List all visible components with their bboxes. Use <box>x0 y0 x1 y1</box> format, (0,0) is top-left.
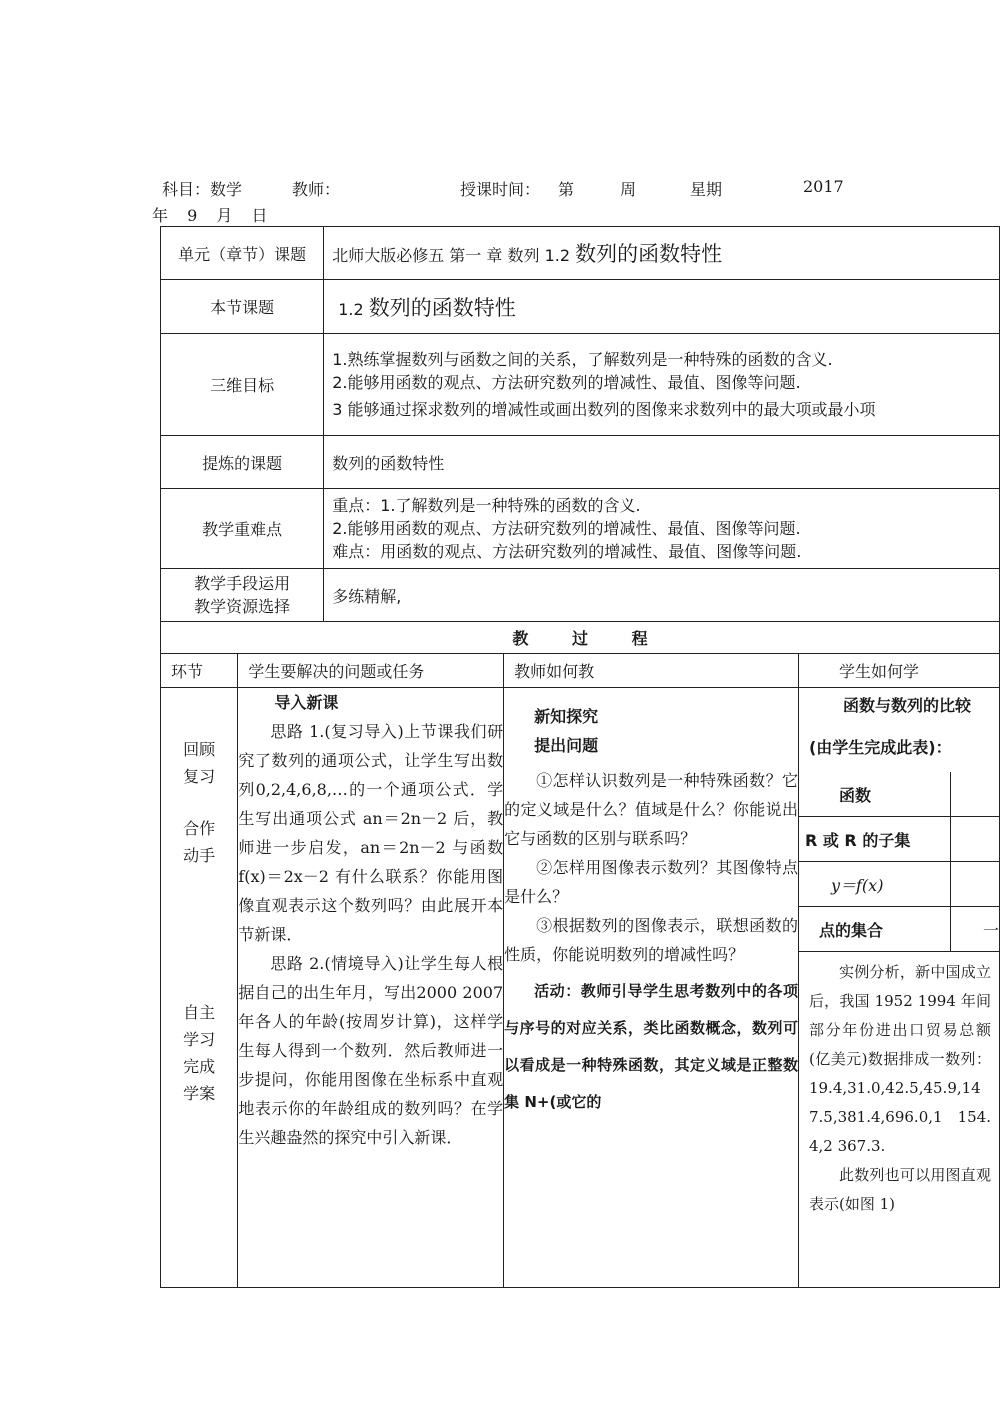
step-label: 学习 <box>183 1030 216 1049</box>
example-text <box>799 952 999 1219</box>
example-para: 此数列也可以用图直观表示(如图 1) <box>808 1166 991 1213</box>
compare-row: 函数 <box>799 772 951 817</box>
compare-row: y＝f(x) <box>799 862 951 907</box>
step-label: 合作 <box>183 819 216 838</box>
header-weekday: 星期 <box>690 180 723 199</box>
step-label: 自主 <box>183 1003 216 1022</box>
header-week-suffix: 周 <box>620 180 637 199</box>
process-title: 教 过 程 <box>161 622 1000 654</box>
refined-title: 数列的函数特性 <box>324 436 1000 489</box>
compare-cell <box>951 817 999 862</box>
intro-idea-1: 思路 1.(复习导入)上节课我们研究了数列的通项公式，让学生写出数列0,2,4,6,8,…的一个通项公式．学生写出通项公式 an＝2n－2 后，教师进一步启发，an＝2n－2 与函数 f(x)＝2x－2 有什么联系？你能用图像直观表示这个数列吗？由此展开本节新课． <box>238 722 504 944</box>
refined-label: 提炼的课题 <box>161 436 324 489</box>
header-time-label: 授课时间： <box>460 180 541 199</box>
means-label-line: 教学资源选择 <box>194 597 291 616</box>
key-point: 重点：1.了解数列是一种特殊的函数的含义. <box>332 496 641 515</box>
step-label: 学案 <box>183 1084 216 1103</box>
task-column <box>238 688 504 1288</box>
unit-label: 单元（章节）课题 <box>161 227 324 280</box>
compare-title: 函数与数列的比较 <box>842 696 971 715</box>
step-label: 完成 <box>183 1057 216 1076</box>
unit-prefix: 北师大版必修五 第一 章 数列 1.2 <box>332 246 571 265</box>
header-teacher: 教师： <box>292 180 341 199</box>
learn-column <box>798 688 999 1288</box>
unit-value <box>324 227 1000 280</box>
example-para: 实例分析，新中国成立后，我国 1952 1994 年间部分年份进出口贸易总额(亿美元)数据排成一数列：19.4,31.0,42.5,45.9,147.5,381.4,696.0,1 154.4,2 367.3. <box>808 963 991 1155</box>
lesson-value <box>324 280 1000 334</box>
teach-column <box>504 688 799 1288</box>
question-3: ③根据数列的图像表示，联想函数的性质，你能说明数列的增减性吗？ <box>504 916 798 964</box>
intro-idea-2: 思路 2.(情境导入)让学生每人根据自己的出生年月，写出2000 2007 年各人的年龄(按周岁计算)，这样学生每人得到一个数列．然后教师进一步提问，你能用图像在坐标系中直观地表示你的年龄组成的数列吗？在学生兴趣盎然的探究中引入新课． <box>238 954 504 1147</box>
activity-body: 教师引导学生思考数列中的各项与序号的对应关系，类比函数概念，数列可以看成是一种特殊函数，其定义域是正整数集 N+(或它的 <box>504 982 798 1111</box>
header-teach: 教师如何教 <box>504 654 799 688</box>
goal-item: 1.熟练掌握数列与函数之间的关系，了解数列是一种特殊的函数的含义. <box>332 350 833 369</box>
step-label: 复习 <box>183 767 216 786</box>
explore-heading: 新知探究 <box>534 707 599 726</box>
goal-item: 3 能够通过探求数列的增减性或画出数列的图像来求数列中的最大项或最小项 <box>332 400 876 419</box>
activity-label: 活动： <box>534 982 581 1000</box>
lesson-title: 数列的函数特性 <box>368 295 516 320</box>
key-point: 2.能够用函数的观点、方法研究数列的增减性、最值、图像等问题. <box>332 519 801 538</box>
step-label: 动手 <box>183 846 216 865</box>
compare-table <box>799 772 999 952</box>
intro-heading: 导入新课 <box>274 693 339 712</box>
question-heading: 提出问题 <box>534 736 599 755</box>
unit-title: 数列的函数特性 <box>575 242 723 266</box>
lesson-info-table <box>160 226 1000 622</box>
compare-cell <box>951 862 999 907</box>
key-label: 教学重难点 <box>161 489 324 569</box>
means-value: 多练精解, <box>324 569 1000 622</box>
compare-row: 点的集合 <box>799 907 951 952</box>
header-date-line: 年 9 月 日 <box>152 206 268 225</box>
compare-row: R 或 R 的子集 <box>799 817 951 862</box>
question-2: ②怎样用图像表示数列？其图像特点是什么？ <box>504 858 798 906</box>
question-1: ①怎样认识数列是一种特殊函数？它的定义域是什么？值域是什么？你能说出它与函数的区别与联系吗？ <box>504 771 798 848</box>
key-point: 难点：用函数的观点、方法研究数列的增减性、最值、图像等问题. <box>332 542 802 561</box>
header-task: 学生要解决的问题或任务 <box>238 654 504 688</box>
activity-text <box>504 973 798 1121</box>
header-subject: 科目：数学 <box>162 180 243 199</box>
goals-list <box>324 334 1000 436</box>
goal-item: 2.能够用函数的观点、方法研究数列的增减性、最值、图像等问题. <box>332 373 801 392</box>
header-step: 环节 <box>161 654 238 688</box>
goals-label: 三维目标 <box>161 334 324 436</box>
process-table <box>160 621 1000 1288</box>
header-week-prefix: 第 <box>558 180 575 199</box>
compare-cell <box>951 772 999 817</box>
lesson-label: 本节课题 <box>161 280 324 334</box>
compare-subtitle: (由学生完成此表)： <box>808 738 952 757</box>
means-label-line: 教学手段运用 <box>194 574 291 593</box>
key-points <box>324 489 1000 569</box>
step-label: 回顾 <box>183 740 216 759</box>
header-year: 2017 <box>803 177 844 196</box>
means-label <box>161 569 324 622</box>
lesson-prefix: 1.2 <box>338 299 364 319</box>
compare-cell: 一 <box>951 907 999 952</box>
step-column <box>161 688 238 1288</box>
header-learn: 学生如何学 <box>798 654 999 688</box>
